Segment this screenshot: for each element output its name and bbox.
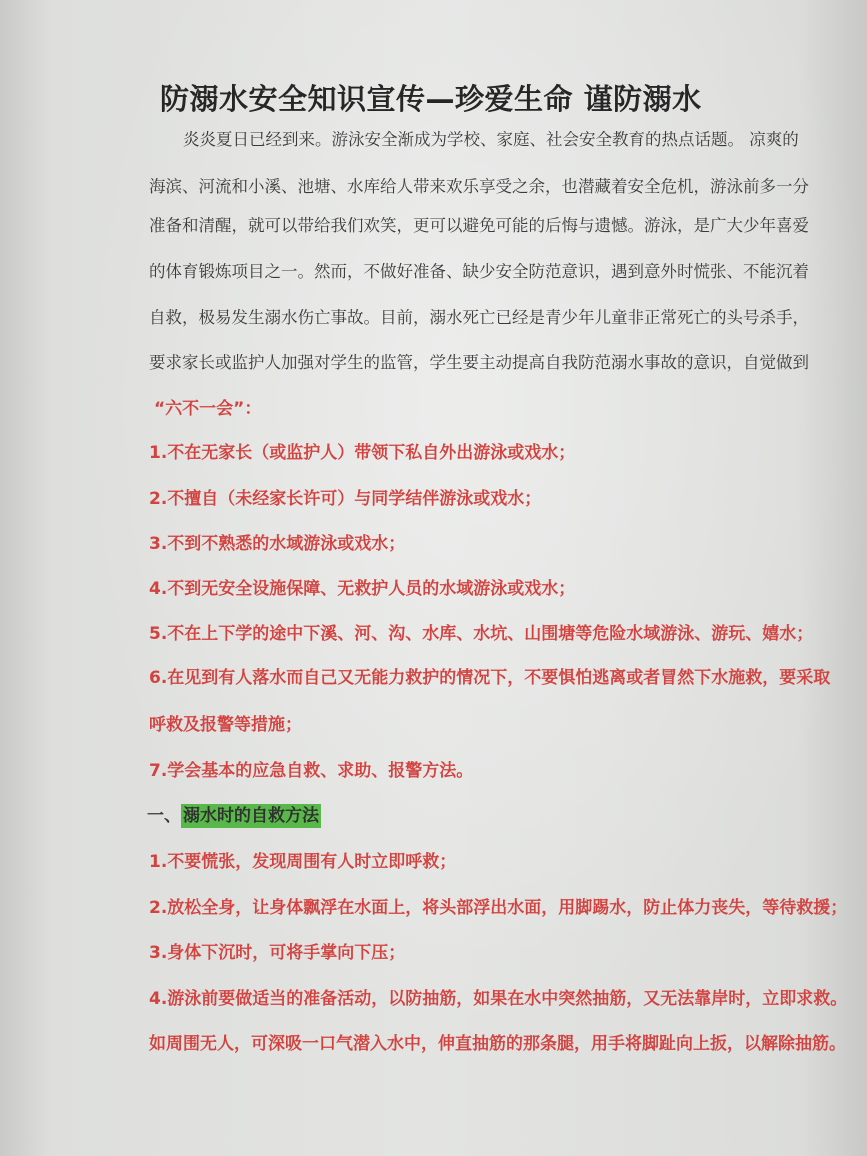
section-one-heading-text: 溺水时的自救方法 [183, 806, 319, 826]
rule-2: 2.不擅自（未经家长许可）与同学结伴游泳或戏水； [149, 489, 542, 509]
rule-5: 5.不在上下学的途中下溪、河、沟、水库、水坑、山围塘等危险水域游泳、游玩、嬉水； [149, 624, 814, 644]
intro-line-5: 自救，极易发生溺水伤亡事故。目前，溺水死亡已经是青少年儿童非正常死亡的头号杀手， [149, 308, 809, 327]
six-rules-label: “六不一会”： [154, 399, 262, 419]
intro-line-3: 准备和清醒，就可以带给我们欢笑，更可以避免可能的后悔与遗憾。游泳，是广大少年喜爱 [149, 216, 809, 235]
self-rescue-item-4: 4.游泳前要做适当的准备活动，以防抽筋，如果在水中突然抽筋，又无法靠岸时，立即求救。 [149, 989, 848, 1009]
section-one-prefix: 一、 [147, 806, 181, 826]
intro-line-1: 炎炎夏日已经到来。游泳安全渐成为学校、家庭、社会安全教育的热点话题。 凉爽的 [183, 130, 799, 149]
rule-6: 6.在见到有人落水而自己又无能力救护的情况下，不要惧怕逃离或者冒然下水施救，要采取 [149, 668, 831, 688]
rule-4: 4.不到无安全设施保障、无救护人员的水域游泳或戏水； [149, 579, 576, 599]
intro-line-2: 海滨、河流和小溪、池塘、水库给人带来欢乐享受之余，也潜藏着安全危机，游泳前多一分 [149, 177, 809, 196]
intro-line-4: 的体育锻炼项目之一。然而，不做好准备、缺少安全防范意识，遇到意外时慌张、不能沉着 [149, 262, 809, 281]
rule-7: 7.学会基本的应急自救、求助、报警方法。 [149, 761, 474, 781]
rule-6-continued: 呼救及报警等措施； [149, 715, 302, 735]
section-one-heading [147, 805, 321, 827]
self-rescue-item-1: 1.不要慌张，发现周围有人时立即呼救； [149, 852, 457, 872]
self-rescue-item-2: 2.放松全身，让身体飘浮在水面上，将头部浮出水面，用脚踢水，防止体力丧失，等待救援； [149, 898, 848, 918]
rule-3: 3.不到不熟悉的水域游泳或戏水； [149, 534, 406, 554]
rule-1: 1.不在无家长（或监护人）带领下私自外出游泳或戏水； [149, 443, 576, 463]
document-title: 防溺水安全知识宣传—珍爱生命 谨防溺水 [160, 82, 702, 116]
self-rescue-item-3: 3.身体下沉时，可将手掌向下压； [149, 943, 406, 963]
intro-line-6: 要求家长或监护人加强对学生的监管，学生要主动提高自我防范溺水事故的意识，自觉做到 [149, 353, 809, 372]
self-rescue-item-4-continued: 如周围无人，可深吸一口气潜入水中，伸直抽筋的那条腿，用手将脚趾向上扳，以解除抽筋。 [149, 1034, 846, 1054]
